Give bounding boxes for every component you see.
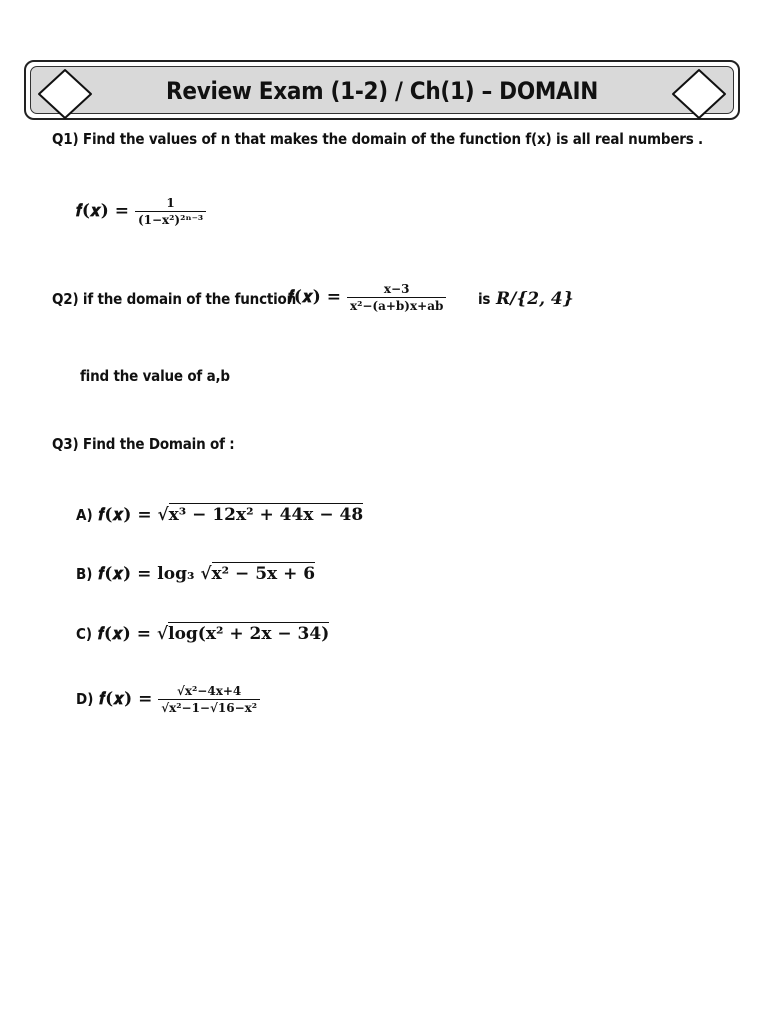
part-d-numerator: √x²−4x+4 [158, 684, 260, 700]
part-b-label: B) [76, 565, 93, 583]
part-c-label: C) [76, 625, 93, 643]
part-d-denominator: √x²−1−√16−x² [161, 701, 258, 715]
q1-formula-lhs: 𝒇(𝒙) = [76, 201, 130, 221]
title-banner [24, 60, 740, 120]
question-3-part-c [76, 624, 329, 644]
q2-fraction [347, 282, 446, 313]
part-d-fraction [158, 684, 260, 715]
question-3-part-b [76, 564, 315, 584]
part-c-lhs: 𝒇(𝒙) = √ [98, 624, 169, 644]
question-2-suffix: is [478, 290, 491, 308]
question-3-part-d [76, 684, 260, 715]
question-2-text: Q2) if the domain of the function [52, 290, 297, 308]
part-a-lhs: 𝒇(𝒙) = √ [98, 505, 169, 525]
part-b-lhs: 𝒇(𝒙) = log₃ √ [98, 564, 212, 584]
question-2-formula [288, 282, 446, 313]
question-2-followup: find the value of a,b [80, 367, 230, 385]
question-1-formula [76, 196, 206, 227]
q1-denominator: (1−x²)²ⁿ⁻³ [137, 213, 204, 227]
q2-formula-lhs: 𝒇(𝒙) = [288, 287, 342, 307]
question-2-set: R/{2, 4} [496, 289, 574, 309]
part-a-radicand: x³ − 12x² + 44x − 48 [168, 505, 364, 525]
q2-numerator: x−3 [347, 282, 446, 298]
q2-denominator: x²−(a+b)x+ab [349, 299, 444, 313]
q1-fraction [135, 196, 206, 227]
diamond-right-icon [671, 68, 727, 120]
part-c-radicand: log(x² + 2x − 34) [168, 624, 330, 644]
question-3-part-a [76, 505, 363, 525]
part-d-lhs: 𝒇(𝒙) = [99, 689, 153, 709]
title-banner-inner [30, 66, 734, 114]
question-3-text: Q3) Find the Domain of : [52, 435, 235, 453]
part-b-radicand: x² − 5x + 6 [211, 564, 316, 584]
question-1-text: Q1) Find the values of n that makes the domain of the function f(x) is all real numbers . [52, 130, 703, 148]
page-title: Review Exam (1-2) / Ch(1) – DOMAIN [166, 77, 598, 105]
part-d-label: D) [76, 690, 94, 708]
q1-numerator: 1 [135, 196, 206, 212]
part-a-label: A) [76, 506, 93, 524]
